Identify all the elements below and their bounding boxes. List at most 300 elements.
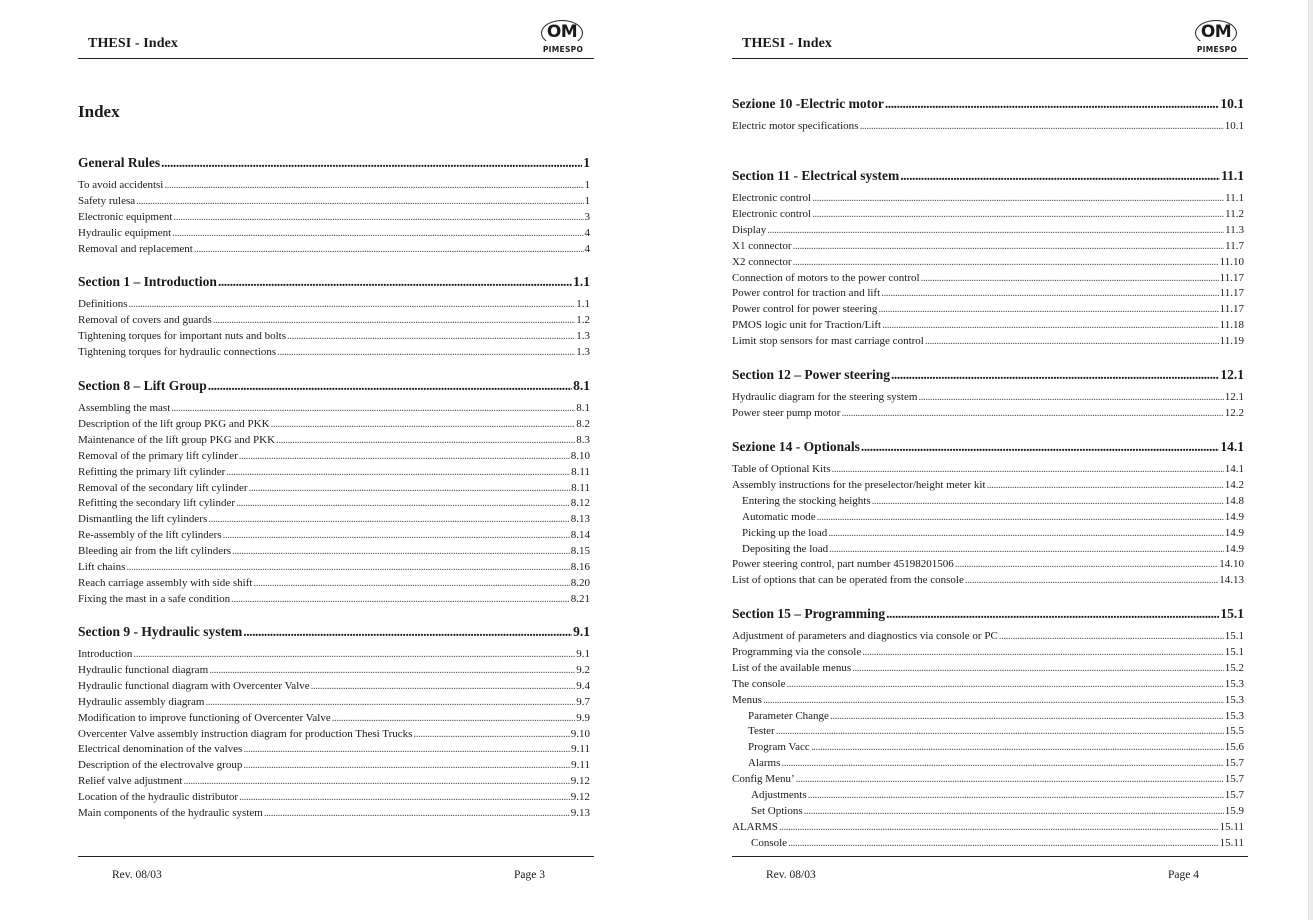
dot-leader bbox=[862, 646, 1224, 658]
logo-subtext: PIMESPO bbox=[1196, 45, 1238, 54]
entry-page-number: 14.2 bbox=[1224, 478, 1244, 491]
entry-title: Electronic control bbox=[732, 192, 812, 204]
footer-divider bbox=[78, 856, 594, 857]
toc-section-heading[interactable] bbox=[78, 155, 590, 173]
dot-leader bbox=[812, 192, 1224, 204]
toc-entry[interactable] bbox=[78, 743, 590, 758]
dot-leader bbox=[878, 303, 1218, 315]
entry-title: Lift chains bbox=[78, 561, 126, 573]
entry-title: Set Options bbox=[751, 804, 803, 817]
dot-leader bbox=[886, 606, 1219, 622]
entry-title: Power control for power steering bbox=[732, 303, 878, 316]
dot-leader bbox=[808, 789, 1224, 801]
toc-entry[interactable] bbox=[78, 593, 590, 608]
entry-title: Power steer pump motor bbox=[732, 406, 841, 419]
entry-title: Adjustments bbox=[751, 789, 807, 801]
toc-entry[interactable] bbox=[78, 466, 590, 481]
entry-title: Description of the lift group PKG and PKK bbox=[78, 417, 270, 430]
entry-title: Hydraulic assembly diagram bbox=[78, 695, 205, 708]
entry-page-number: 9.7 bbox=[576, 695, 590, 708]
entry-title: Depositing the load bbox=[742, 542, 829, 555]
toc-entry[interactable] bbox=[732, 773, 1244, 788]
entry-page-number: 8.11 bbox=[571, 465, 590, 478]
section-page-number: 10.1 bbox=[1220, 96, 1244, 111]
footer-page-number: Page 4 bbox=[1168, 869, 1199, 881]
entry-title: Hydraulic functional diagram with Overcenter Valve bbox=[78, 679, 310, 692]
entry-page-number: 11.1 bbox=[1225, 192, 1244, 204]
entry-page-number: 14.10 bbox=[1219, 558, 1244, 571]
section-page-number: 1.1 bbox=[573, 274, 590, 289]
entry-page-number: 8.12 bbox=[570, 497, 590, 510]
dot-leader bbox=[253, 577, 569, 589]
entry-title: Automatic mode bbox=[742, 510, 816, 523]
entry-title: Description of the electrovalve group bbox=[78, 759, 243, 772]
entry-title: The console bbox=[732, 677, 786, 690]
entry-page-number: 9.9 bbox=[576, 711, 590, 724]
toc-entry[interactable] bbox=[732, 725, 1244, 740]
entry-title: List of the available menus bbox=[732, 661, 852, 674]
dot-leader bbox=[236, 497, 570, 509]
entry-page-number: 11.19 bbox=[1219, 335, 1244, 348]
dot-leader bbox=[311, 680, 576, 692]
entry-title: Display bbox=[732, 223, 767, 236]
dot-leader bbox=[830, 710, 1224, 722]
entry-title: Entering the stocking heights bbox=[742, 494, 871, 507]
entry-title: Electric motor specifications bbox=[732, 120, 859, 132]
toc-entry[interactable] bbox=[78, 561, 590, 576]
dot-leader bbox=[413, 728, 569, 740]
entry-title: Config Menu’ bbox=[732, 773, 795, 786]
entry-page-number: 14.9 bbox=[1224, 526, 1244, 539]
entry-title: Introduction bbox=[78, 648, 133, 660]
entry-page-number: 15.7 bbox=[1224, 757, 1244, 770]
entry-title: Refitting the secondary lift cylinder bbox=[78, 497, 236, 510]
entry-page-number: 12.1 bbox=[1224, 391, 1244, 403]
toc-entry[interactable] bbox=[732, 710, 1244, 725]
om-pimespo-logo-icon bbox=[1190, 20, 1244, 56]
dot-leader bbox=[882, 319, 1219, 331]
entry-title: Parameter Change bbox=[748, 709, 829, 722]
dot-leader bbox=[208, 378, 572, 394]
dot-leader bbox=[173, 211, 583, 223]
entry-page-number: 1.1 bbox=[576, 298, 590, 310]
footer-page-number: Page 3 bbox=[514, 869, 545, 881]
toc-entry[interactable] bbox=[732, 821, 1244, 836]
entry-page-number: 8.11 bbox=[571, 481, 590, 494]
toc-entry[interactable] bbox=[78, 195, 590, 210]
entry-page-number: 1.3 bbox=[576, 329, 590, 342]
section-page-number: 12.1 bbox=[1220, 367, 1244, 382]
toc-entry[interactable] bbox=[732, 335, 1244, 350]
toc-entry[interactable] bbox=[78, 513, 590, 528]
toc-entry[interactable] bbox=[732, 789, 1244, 804]
entry-title: PMOS logic unit for Traction/Lift bbox=[732, 319, 882, 332]
entry-page-number: 9.12 bbox=[570, 775, 590, 788]
toc-entry[interactable] bbox=[732, 662, 1244, 677]
dot-leader bbox=[861, 439, 1219, 455]
logo-subtext: PIMESPO bbox=[542, 45, 584, 54]
dot-leader bbox=[767, 224, 1224, 236]
entry-page-number: 14.9 bbox=[1224, 542, 1244, 555]
entry-title: Dismantling the lift cylinders bbox=[78, 513, 208, 526]
logo-om-text: OM bbox=[1200, 22, 1232, 42]
entry-page-number: 15.6 bbox=[1224, 741, 1244, 754]
toc-entry[interactable] bbox=[732, 511, 1244, 526]
entry-title: Tightening torques for hydraulic connections bbox=[78, 345, 277, 358]
entry-page-number: 15.3 bbox=[1224, 693, 1244, 706]
toc-entry[interactable] bbox=[732, 224, 1244, 239]
entry-title: Modification to improve functioning of Overcenter Valve bbox=[78, 711, 331, 724]
entry-page-number: 15.5 bbox=[1224, 725, 1244, 738]
entry-title: Electronic equipment bbox=[78, 210, 173, 223]
toc-entry[interactable] bbox=[78, 529, 590, 544]
toc-entry[interactable] bbox=[732, 694, 1244, 709]
dot-leader bbox=[885, 96, 1220, 112]
entry-page-number: 11.3 bbox=[1225, 223, 1244, 236]
toc-entry[interactable] bbox=[78, 791, 590, 806]
entry-title: ALARMS bbox=[732, 820, 778, 833]
dot-leader bbox=[812, 208, 1224, 220]
toc-entry[interactable] bbox=[732, 757, 1244, 772]
dot-leader bbox=[841, 407, 1223, 419]
entry-page-number: 12.2 bbox=[1224, 406, 1244, 419]
entry-title: Definitions bbox=[78, 298, 128, 310]
dot-leader bbox=[788, 837, 1219, 849]
entry-title: Picking up the load bbox=[742, 526, 828, 539]
entry-page-number: 15.1 bbox=[1224, 630, 1244, 642]
toc-entry[interactable] bbox=[78, 807, 590, 822]
header-divider bbox=[78, 58, 594, 59]
toc-entry[interactable] bbox=[732, 646, 1244, 661]
dot-leader bbox=[223, 529, 570, 541]
dot-leader bbox=[171, 402, 575, 414]
entry-title: Removal of the secondary lift cylinder bbox=[78, 481, 248, 494]
toc-entry[interactable] bbox=[732, 240, 1244, 255]
dot-leader bbox=[218, 274, 572, 290]
toc-entry[interactable] bbox=[732, 192, 1244, 207]
entry-title: Maintenance of the lift group PKG and PKK bbox=[78, 433, 276, 446]
entry-page-number: 8.3 bbox=[576, 433, 590, 446]
entry-title: Table of Optional Kits bbox=[732, 463, 831, 475]
dot-leader bbox=[828, 527, 1224, 539]
toc-entry[interactable] bbox=[78, 680, 590, 695]
toc-entry[interactable] bbox=[732, 208, 1244, 223]
dot-leader bbox=[276, 434, 575, 446]
toc-entry[interactable] bbox=[78, 330, 590, 345]
toc-section-heading[interactable] bbox=[78, 378, 590, 396]
entry-page-number: 11.17 bbox=[1219, 271, 1244, 284]
toc-entry[interactable] bbox=[78, 179, 590, 194]
page-header-title: THESI - Index bbox=[742, 36, 832, 51]
toc-entry[interactable] bbox=[78, 346, 590, 361]
footer-divider bbox=[732, 856, 1248, 857]
vertical-scrollbar[interactable] bbox=[1308, 0, 1313, 920]
entry-title: Reach carriage assembly with side shift bbox=[78, 576, 253, 589]
dot-leader bbox=[243, 743, 570, 755]
footer-revision: Rev. 08/03 bbox=[112, 869, 162, 881]
document-page-3 bbox=[78, 0, 594, 920]
entry-title: Hydraulic diagram for the steering system bbox=[732, 391, 918, 403]
entry-page-number: 8.21 bbox=[570, 592, 590, 605]
toc-entry[interactable] bbox=[78, 712, 590, 727]
toc-entry[interactable] bbox=[732, 463, 1244, 478]
dot-leader bbox=[829, 543, 1224, 555]
entry-title: Tightening torques for important nuts and bolts bbox=[78, 329, 286, 342]
dot-leader bbox=[881, 287, 1219, 299]
entry-page-number: 9.10 bbox=[570, 727, 590, 740]
entry-page-number: 15.3 bbox=[1224, 709, 1244, 722]
toc-entry[interactable] bbox=[732, 479, 1244, 494]
entry-title: Program Vacc bbox=[748, 741, 810, 754]
entry-page-number: 3 bbox=[584, 210, 590, 223]
entry-page-number: 9.11 bbox=[571, 759, 590, 772]
toc-entry[interactable] bbox=[78, 664, 590, 679]
entry-title: Alarms bbox=[748, 757, 781, 770]
entry-title: Relief valve adjustment bbox=[78, 775, 183, 788]
toc-entry[interactable] bbox=[732, 287, 1244, 302]
section-title: Section 8 – Lift Group bbox=[78, 378, 207, 393]
toc-entry[interactable] bbox=[732, 558, 1244, 573]
dot-leader bbox=[194, 243, 584, 255]
section-page-number: 9.1 bbox=[573, 624, 590, 639]
entry-title: Tester bbox=[748, 725, 775, 738]
toc-section-heading[interactable] bbox=[732, 367, 1244, 385]
toc-entry[interactable] bbox=[78, 648, 590, 663]
section-title: Section 1 – Introduction bbox=[78, 274, 217, 289]
entry-title: Assembling the mast bbox=[78, 402, 171, 414]
index-heading: Index bbox=[78, 102, 120, 121]
section-title: Sezione 10 -Electric motor bbox=[732, 96, 884, 111]
dot-leader bbox=[172, 227, 583, 239]
entry-page-number: 15.2 bbox=[1224, 661, 1244, 674]
toc-entry[interactable] bbox=[732, 272, 1244, 287]
dot-leader bbox=[126, 561, 569, 573]
toc-entry[interactable] bbox=[732, 120, 1244, 135]
entry-title: Fixing the mast in a safe condition bbox=[78, 592, 231, 605]
entry-page-number: 4 bbox=[584, 242, 590, 255]
entry-page-number: 1 bbox=[584, 179, 590, 191]
toc-entry[interactable] bbox=[732, 407, 1244, 422]
entry-title: Connection of motors to the power control bbox=[732, 271, 920, 284]
dot-leader bbox=[164, 179, 583, 191]
entry-page-number: 15.3 bbox=[1224, 677, 1244, 690]
dot-leader bbox=[232, 545, 570, 557]
entry-title: Power steering control, part number 45198201506 bbox=[732, 558, 954, 571]
dot-leader bbox=[264, 807, 570, 819]
entry-page-number: 9.4 bbox=[576, 679, 590, 692]
toc-entry[interactable] bbox=[78, 418, 590, 433]
entry-page-number: 14.13 bbox=[1219, 574, 1244, 587]
toc-entry[interactable] bbox=[78, 450, 590, 465]
toc-entry[interactable] bbox=[78, 402, 590, 417]
entry-page-number: 4 bbox=[584, 226, 590, 239]
entry-title: Hydraulic functional diagram bbox=[78, 663, 209, 676]
dot-leader bbox=[205, 696, 575, 708]
document-page-4 bbox=[732, 0, 1248, 920]
section-title: Section 12 – Power steering bbox=[732, 367, 890, 382]
section-page-number: 15.1 bbox=[1220, 606, 1244, 621]
toc-entry[interactable] bbox=[732, 837, 1244, 852]
entry-page-number: 9.13 bbox=[570, 807, 590, 819]
entry-page-number: 9.1 bbox=[576, 648, 590, 660]
toc-entry[interactable] bbox=[732, 319, 1244, 334]
toc-entry[interactable] bbox=[78, 243, 590, 258]
entry-title: X2 connector bbox=[732, 255, 792, 268]
entry-title: X1 connector bbox=[732, 239, 792, 252]
toc-section-heading[interactable] bbox=[78, 624, 590, 642]
logo-om-text: OM bbox=[546, 22, 578, 42]
entry-title: Menus bbox=[732, 693, 762, 706]
toc-entry[interactable] bbox=[732, 256, 1244, 271]
entry-page-number: 8.2 bbox=[576, 417, 590, 430]
dot-leader bbox=[129, 298, 576, 310]
entry-page-number: 1 bbox=[584, 194, 590, 207]
toc-entry[interactable] bbox=[732, 527, 1244, 542]
toc-entry[interactable] bbox=[78, 227, 590, 242]
dot-leader bbox=[793, 240, 1225, 252]
dot-leader bbox=[239, 791, 570, 803]
entry-title: Bleeding air from the lift cylinders bbox=[78, 545, 232, 558]
dot-leader bbox=[183, 775, 569, 787]
entry-page-number: 15.7 bbox=[1224, 789, 1244, 801]
entry-page-number: 8.10 bbox=[570, 449, 590, 462]
dot-leader bbox=[925, 335, 1219, 347]
section-title: Sezione 14 - Optionals bbox=[732, 439, 860, 454]
dot-leader bbox=[332, 712, 576, 724]
dot-leader bbox=[793, 256, 1219, 268]
toc-entry[interactable] bbox=[732, 741, 1244, 756]
om-pimespo-logo-icon bbox=[536, 20, 590, 56]
toc-entry[interactable] bbox=[78, 314, 590, 329]
dot-leader bbox=[287, 330, 575, 342]
dot-leader bbox=[781, 757, 1223, 769]
toc-entry[interactable] bbox=[732, 303, 1244, 318]
toc-entry[interactable] bbox=[78, 211, 590, 226]
entry-page-number: 11.18 bbox=[1219, 319, 1244, 332]
dot-leader bbox=[231, 593, 570, 605]
dot-leader bbox=[852, 662, 1224, 674]
entry-title: Removal of covers and guards bbox=[78, 313, 212, 326]
entry-title: Removal and replacement bbox=[78, 242, 193, 255]
toc-entry[interactable] bbox=[732, 805, 1244, 820]
dot-leader bbox=[239, 450, 570, 462]
dot-leader bbox=[786, 678, 1223, 690]
entry-title: Adjustment of parameters and diagnostics via console or PC bbox=[732, 630, 998, 642]
section-page-number: 8.1 bbox=[573, 378, 590, 393]
entry-page-number: 11.17 bbox=[1219, 303, 1244, 316]
toc-entry[interactable] bbox=[732, 391, 1244, 406]
toc-entry[interactable] bbox=[78, 298, 590, 313]
entry-title: Electrical denomination of the valves bbox=[78, 743, 243, 756]
dot-leader bbox=[209, 664, 575, 676]
dot-leader bbox=[226, 466, 570, 478]
entry-title: Refitting the primary lift cylinder bbox=[78, 465, 226, 478]
entry-title: Removal of the primary lift cylinder bbox=[78, 449, 238, 462]
toc-entry[interactable] bbox=[732, 543, 1244, 558]
entry-page-number: 8.16 bbox=[570, 561, 590, 573]
dot-leader bbox=[277, 346, 575, 358]
toc-entry[interactable] bbox=[78, 434, 590, 449]
footer-revision: Rev. 08/03 bbox=[766, 869, 816, 881]
dot-leader bbox=[796, 773, 1224, 785]
entry-page-number: 15.11 bbox=[1219, 836, 1244, 849]
entry-title: Power control for traction and lift bbox=[732, 287, 881, 300]
section-page-number: 1 bbox=[583, 155, 590, 170]
toc-section-heading[interactable] bbox=[732, 439, 1244, 457]
dot-leader bbox=[213, 314, 575, 326]
toc-entry[interactable] bbox=[732, 630, 1244, 645]
page-header-title: THESI - Index bbox=[88, 36, 178, 51]
section-title: Section 11 - Electrical system bbox=[732, 168, 900, 183]
entry-page-number: 11.7 bbox=[1225, 239, 1244, 252]
toc-entry[interactable] bbox=[78, 577, 590, 592]
dot-leader bbox=[891, 367, 1219, 383]
toc-entry[interactable] bbox=[78, 728, 590, 743]
toc-entry[interactable] bbox=[78, 696, 590, 711]
toc-entry[interactable] bbox=[78, 759, 590, 774]
dot-leader bbox=[900, 168, 1220, 184]
toc-section-heading[interactable] bbox=[78, 274, 590, 292]
entry-page-number: 8.14 bbox=[570, 529, 590, 542]
toc-entry[interactable] bbox=[78, 497, 590, 512]
entry-title: Programming via the console bbox=[732, 645, 862, 658]
dot-leader bbox=[918, 391, 1223, 403]
section-page-number: 14.1 bbox=[1220, 439, 1244, 454]
entry-title: Re-assembly of the lift cylinders bbox=[78, 529, 222, 542]
dot-leader bbox=[987, 479, 1224, 491]
toc-entry[interactable] bbox=[732, 574, 1244, 589]
toc-section-heading[interactable] bbox=[732, 606, 1244, 624]
entry-page-number: 14.1 bbox=[1224, 463, 1244, 475]
entry-title: Assembly instructions for the preselector/height meter kit bbox=[732, 478, 986, 491]
section-title: Section 15 – Programming bbox=[732, 606, 886, 621]
dot-leader bbox=[763, 694, 1224, 706]
entry-page-number: 1.3 bbox=[576, 345, 590, 358]
entry-title: Main components of the hydraulic system bbox=[78, 807, 263, 819]
entry-page-number: 1.2 bbox=[576, 313, 590, 326]
entry-page-number: 15.9 bbox=[1224, 804, 1244, 817]
toc-section-heading[interactable] bbox=[732, 96, 1244, 114]
toc-entry[interactable] bbox=[732, 678, 1244, 693]
toc-section-heading[interactable] bbox=[732, 168, 1244, 186]
entry-page-number: 8.20 bbox=[570, 576, 590, 589]
entry-page-number: 11.10 bbox=[1219, 255, 1244, 268]
entry-page-number: 15.1 bbox=[1224, 645, 1244, 658]
dot-leader bbox=[872, 495, 1224, 507]
toc-entry[interactable] bbox=[78, 545, 590, 560]
dot-leader bbox=[136, 195, 583, 207]
entry-title: To avoid accidentsi bbox=[78, 179, 164, 191]
toc-entry[interactable] bbox=[78, 482, 590, 497]
entry-page-number: 8.1 bbox=[576, 402, 590, 414]
entry-title: Location of the hydraulic distributor bbox=[78, 791, 239, 804]
dot-leader bbox=[243, 759, 570, 771]
entry-title: List of options that can be operated from the console bbox=[732, 574, 964, 587]
entry-title: Electronic control bbox=[732, 207, 812, 220]
toc-entry[interactable] bbox=[78, 775, 590, 790]
entry-title: Overcenter Valve assembly instruction diagram for production Thesi Trucks bbox=[78, 727, 413, 740]
entry-page-number: 11.2 bbox=[1225, 207, 1244, 220]
dot-leader bbox=[271, 418, 576, 430]
dot-leader bbox=[999, 630, 1224, 642]
dot-leader bbox=[133, 648, 575, 660]
toc-entry[interactable] bbox=[732, 495, 1244, 510]
entry-page-number: 15.11 bbox=[1219, 820, 1244, 833]
dot-leader bbox=[965, 574, 1218, 586]
dot-leader bbox=[779, 821, 1219, 833]
section-title: Section 9 - Hydraulic system bbox=[78, 624, 243, 639]
entry-page-number: 8.13 bbox=[570, 513, 590, 526]
